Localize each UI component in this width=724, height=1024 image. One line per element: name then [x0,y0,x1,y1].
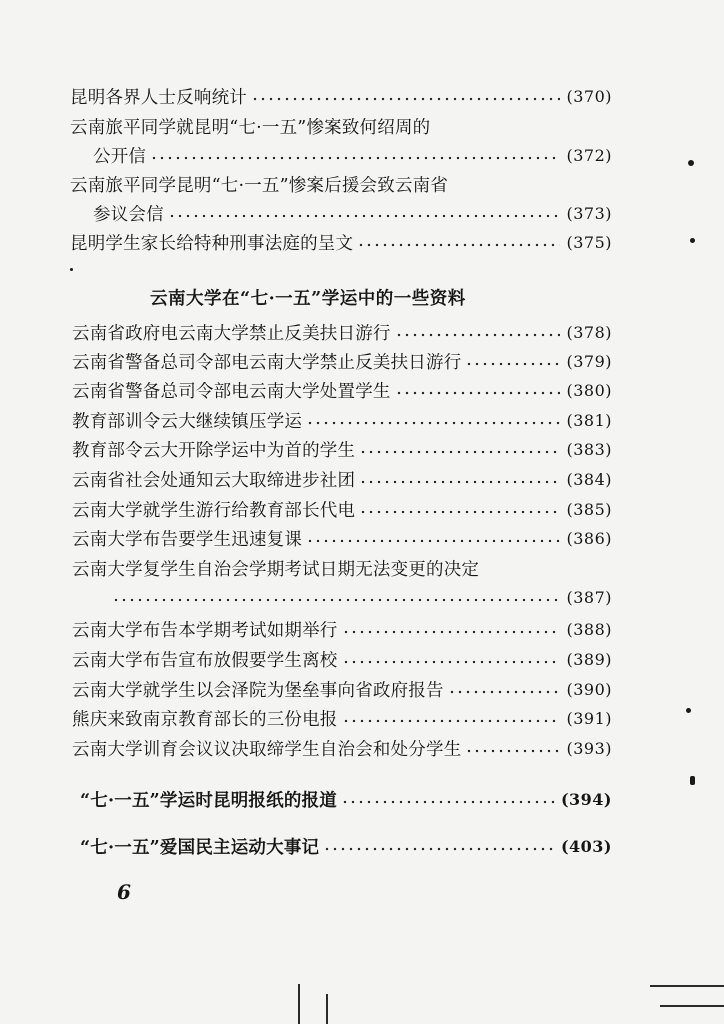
toc-entry-page: (379) [566,351,612,371]
toc-entry-first-line[interactable] [70,114,612,138]
toc-entry-page: (389) [566,649,612,669]
toc-entry-title: 云南省政府电云南大学禁止反美扶日游行 [72,323,391,344]
toc-entry-first-line[interactable] [70,172,612,196]
toc-entry-title: “七·一五”学运时昆明报纸的报道 [80,790,337,811]
toc-entry-page: (391) [566,708,612,728]
toc-entry-title: 云南大学布告要学生迅速复课 [72,529,303,550]
toc-entry-page: (394) [560,789,612,809]
toc-entry-page: (373) [566,203,612,223]
dot-leader [357,243,560,247]
toc-entry[interactable] [72,497,612,521]
dot-leader [359,450,560,454]
dot-leader [150,156,560,160]
section-heading: 云南大学在“七·一五”学运中的一些资料 [150,289,466,309]
toc-entry-title: 昆明各界人士反响统计 [70,87,247,108]
toc-entry-page: (390) [566,679,612,699]
page-number: 6 [117,880,131,904]
toc-entry[interactable] [70,84,612,108]
scan-speck [70,268,73,271]
toc-entry[interactable] [72,349,612,373]
toc-entry-page: (370) [566,86,612,106]
scan-edge-line [660,1005,724,1007]
toc-entry-title-line1: 云南大学复学生自治会学期考试日期无法变更的决定 [72,559,480,580]
toc-entry-page: (383) [566,439,612,459]
dot-leader [168,214,561,218]
dot-leader [112,598,560,602]
scan-speck [690,776,695,785]
toc-entry-title: 云南大学就学生以会泽院为堡垒事向省政府报告 [72,680,444,701]
toc-entry-title: 公开信 [93,146,147,167]
toc-entry-title: 昆明学生家长给特种刑事法庭的呈文 [70,233,354,254]
toc-entry-page: (378) [566,322,612,342]
toc-entry[interactable] [72,647,612,671]
toc-entry[interactable] [72,320,612,344]
scan-speck [686,708,691,713]
toc-entry[interactable] [72,677,612,701]
dot-leader [395,391,561,395]
toc-entry[interactable] [72,706,612,730]
scan-edge-line [298,984,300,1024]
toc-entry-title: 教育部训令云大继续镇压学运 [72,411,303,432]
toc-entry[interactable] [108,585,612,609]
toc-entry[interactable] [93,201,612,225]
toc-entry-page: (403) [560,836,612,856]
toc-entry-title: 熊庆来致南京教育部长的三份电报 [72,709,338,730]
toc-entry-page: (372) [566,145,612,165]
toc-entry[interactable] [72,617,612,641]
toc-entry-title-line1: 云南旅平同学就昆明“七·一五”惨案致何绍周的 [70,117,431,138]
dot-leader [251,97,560,101]
dot-leader [359,510,560,514]
dot-leader [306,539,560,543]
toc-entry-first-line[interactable] [72,556,612,580]
toc-entry-title: 参议会信 [93,204,164,225]
toc-entry-page: (381) [566,410,612,430]
toc-entry-title: 云南大学就学生游行给教育部长代电 [72,500,356,521]
dot-leader [359,480,560,484]
toc-entry-page: (388) [566,619,612,639]
toc-entry-title: 云南省警备总司令部电云南大学禁止反美扶日游行 [72,352,462,373]
scan-edge-line [326,994,328,1024]
toc-entry-page: (386) [566,528,612,548]
toc-entry-title: 教育部令云大开除学运中为首的学生 [72,440,356,461]
dot-leader [306,421,560,425]
toc-entry-page: (393) [566,738,612,758]
scan-speck [690,238,695,243]
toc-entry-page: (387) [566,587,612,607]
toc-entry-title: 云南省警备总司令部电云南大学处置学生 [72,381,391,402]
toc-entry[interactable] [72,378,612,402]
toc-entry[interactable] [72,437,612,461]
dot-leader [342,660,561,664]
toc-entry[interactable] [72,408,612,432]
toc-entry[interactable] [80,834,612,858]
dot-leader [342,719,561,723]
toc-entry-title: “七·一五”爱国民主运动大事记 [80,837,320,858]
toc-entry-page: (385) [566,499,612,519]
toc-entry-title-line1: 云南旅平同学昆明“七·一五”惨案后援会致云南省 [70,175,449,196]
toc-entry-page: (380) [566,380,612,400]
toc-entry-title: 云南大学布告宣布放假要学生离校 [72,650,338,671]
dot-leader [341,800,555,804]
dot-leader [448,690,561,694]
dot-leader [323,847,555,851]
dot-leader [465,749,560,753]
toc-entry-page: (375) [566,232,612,252]
dot-leader [342,630,561,634]
toc-entry-title: 云南大学布告本学期考试如期举行 [72,620,338,641]
toc-entry[interactable] [72,736,612,760]
toc-entry[interactable] [80,787,612,811]
toc-entry[interactable] [70,230,612,254]
toc-entry-page: (384) [566,469,612,489]
toc-entry[interactable] [72,526,612,550]
scan-edge-line [650,985,724,987]
toc-entry[interactable] [93,143,612,167]
toc-entry-title: 云南大学训育会议议决取缔学生自治会和处分学生 [72,739,462,760]
dot-leader [395,333,561,337]
toc-entry-title: 云南省社会处通知云大取缔进步社团 [72,470,356,491]
toc-entry[interactable] [72,467,612,491]
dot-leader [465,362,560,366]
scan-speck [688,160,694,166]
